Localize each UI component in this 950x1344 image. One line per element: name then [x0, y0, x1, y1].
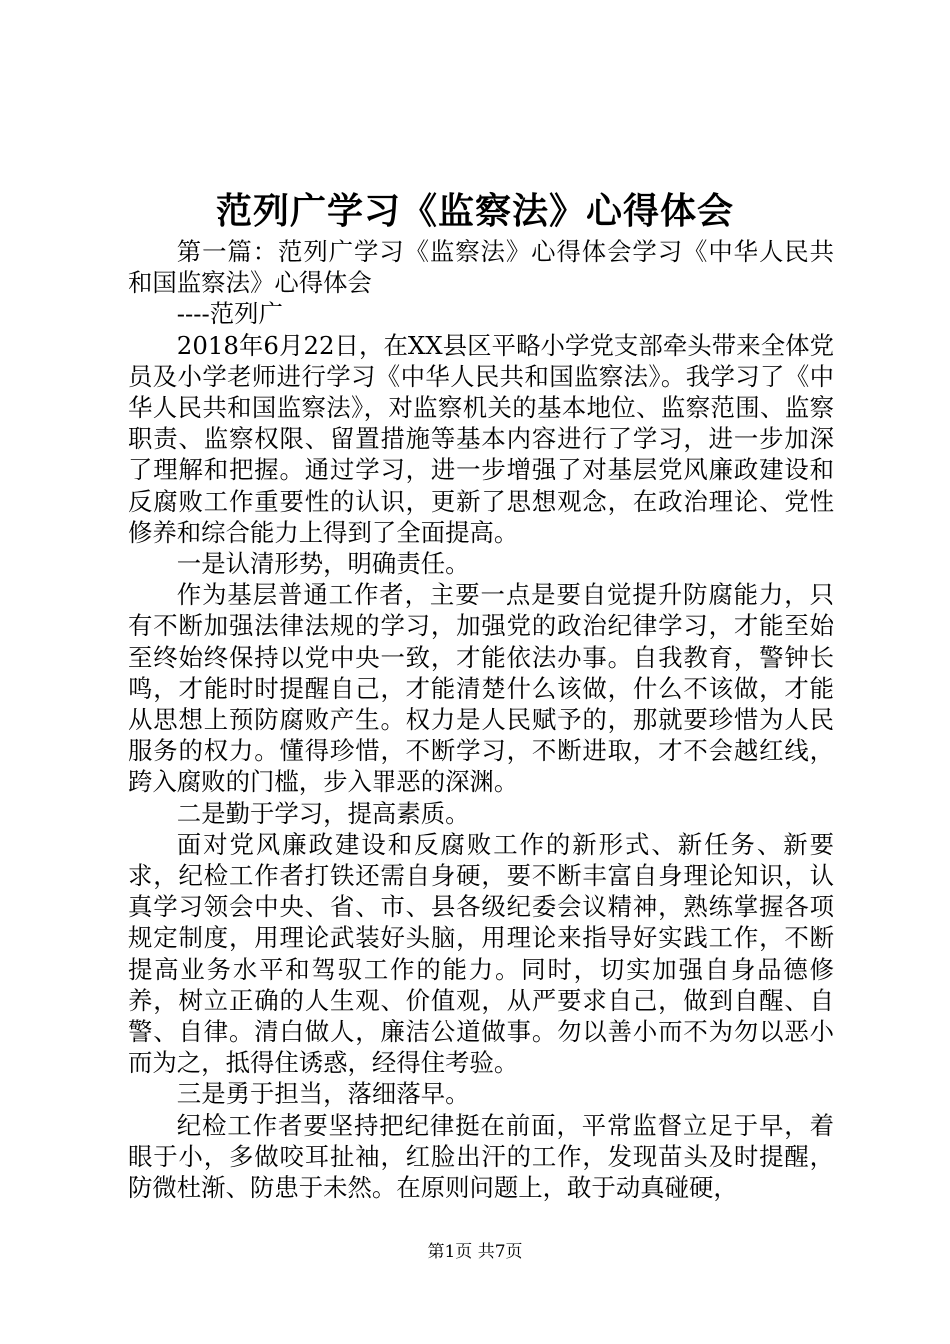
paragraph: 纪检工作者要坚持把纪律挺在前面，平常监督立足于早，着眼于小，多做咬耳扯袖，红脸出汗的工作，发现苗头及时提醒，防微杜渐、防患于未然。在原则问题上，敢于动真碰硬，: [128, 1110, 834, 1203]
paragraph: 作为基层普通工作者，主要一点是要自觉提升防腐能力，只有不断加强法律法规的学习，加强党的政治纪律学习，才能至始至终始终保持以党中央一致，才能依法办事。自我教育，警钟长鸣，才能时时提醒自己，才能清楚什么该做，什么不该做，才能从思想上预防腐败产生。权力是人民赋予的，那就要珍惜为人民服务的权力。懂得珍惜，不断学习，不断进取，才不会越红线，跨入腐败的门槛，步入罪恶的深渊。: [128, 580, 834, 797]
paragraph: 2018年6月22日，在XX县区平略小学党支部牵头带来全体党员及小学老师进行学习《中华人民共和国监察法》。我学习了《中华人民共和国监察法》，对监察机关的基本地位、监察范围、监察职责、监察权限、留置措施等基本内容进行了学习，进一步加深了理解和把握。通过学习，进一步增强了对基层党风廉政建设和反腐败工作重要性的认识，更新了思想观念，在政治理论、党性修养和综合能力上得到了全面提高。: [128, 330, 834, 547]
section-heading: 三是勇于担当，落细落早。: [176, 1079, 470, 1109]
section-heading: 二是勤于学习，提高素质。: [176, 798, 470, 828]
paragraph-author: ----范列广: [176, 299, 283, 329]
paragraph: 面对党风廉政建设和反腐败工作的新形式、新任务、新要求，纪检工作者打铁还需自身硬，要不断丰富自身理论知识，认真学习领会中央、省、市、县各级纪委会议精神，熟练掌握各项规定制度，用理论武装好头脑，用理论来指导好实践工作，不断提高业务水平和驾驭工作的能力。同时，切实加强自身品德修养，树立正确的人生观、价值观，从严要求自己，做到自醒、自警、自律。清白做人，廉洁公道做事。勿以善小而不为勿以恶小而为之，抵得住诱惑，经得住考验。: [128, 829, 834, 1078]
page-footer: 第1页 共7页: [427, 1242, 523, 1262]
paragraph: 第一篇：范列广学习《监察法》心得体会学习《中华人民共和国监察法》心得体会: [128, 237, 834, 298]
document-body: [128, 236, 834, 1203]
section-heading: 一是认清形势，明确责任。: [176, 549, 470, 579]
document-title: 范列广学习《监察法》心得体会: [215, 190, 734, 232]
